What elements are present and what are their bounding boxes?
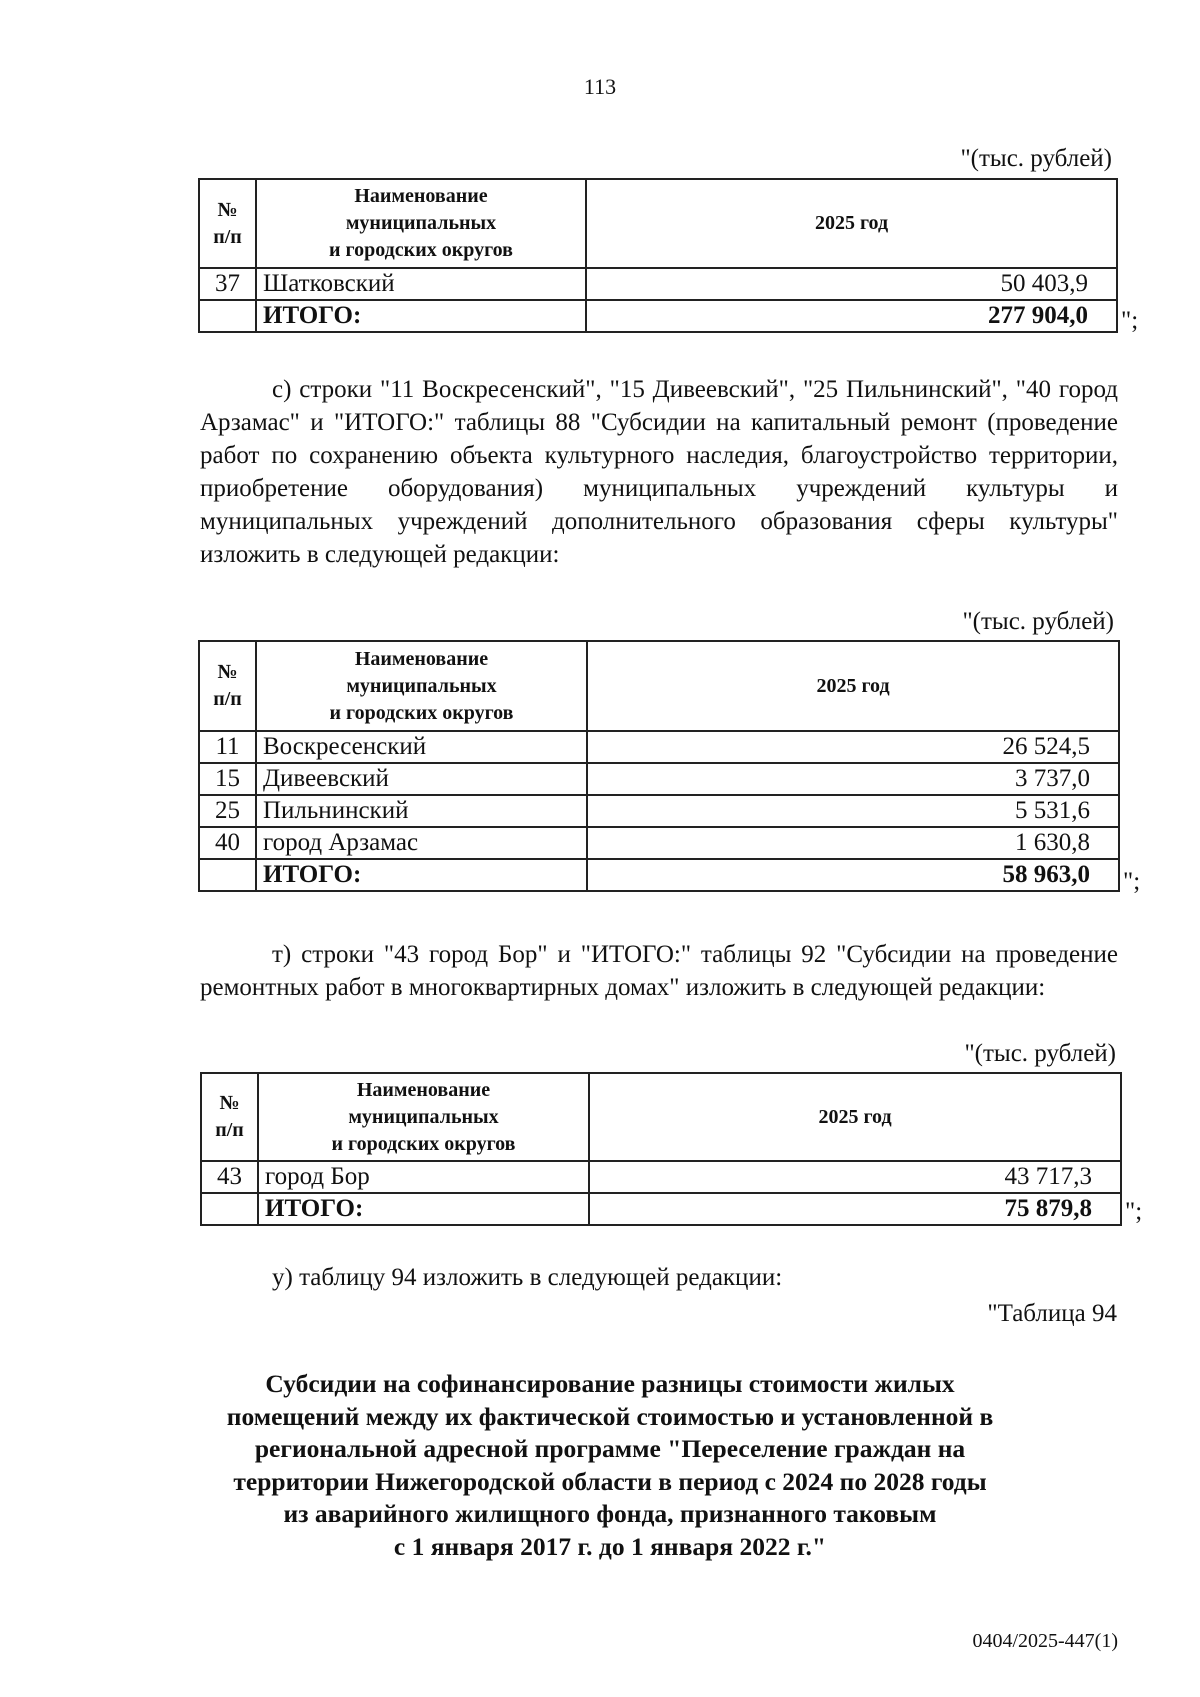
closing-mark-1: ";	[1121, 307, 1139, 334]
page-number: 113	[583, 74, 617, 99]
total-row	[201, 1193, 1121, 1225]
table-2	[198, 640, 1120, 892]
table-row	[199, 763, 1119, 795]
total-row	[199, 859, 1119, 891]
heading-line: помещений между их фактической стоимостью и установленной в	[226, 1401, 994, 1431]
table-row	[201, 1161, 1121, 1193]
row-name: Пильнинский	[256, 795, 587, 827]
closing-mark-2: ";	[1123, 868, 1141, 895]
paragraph-t: т) строки "43 город Бор" и "ИТОГО:" таблицы 92 "Субсидии на проведение ремонтных работ в многоквартирных домах" изложить в следующей редакции:	[200, 941, 1118, 1001]
unit-label-2: "(тыс. рублей)	[962, 608, 1114, 635]
row-value: 50 403,9	[586, 268, 1117, 300]
row-num: 43	[201, 1161, 258, 1193]
table-3	[200, 1072, 1122, 1226]
row-num: 15	[199, 763, 256, 795]
table-reference: "Таблица 94	[987, 1300, 1117, 1327]
table-row	[199, 827, 1119, 859]
total-label: ИТОГО:	[258, 1193, 589, 1225]
row-num: 11	[199, 731, 256, 763]
total-label: ИТОГО:	[256, 300, 586, 332]
document-number: 0404/2025-447(1)	[972, 1630, 1118, 1652]
table-heading	[170, 1368, 1050, 1563]
header-name: Наименование муниципальных и городских округов	[256, 179, 586, 268]
row-name: город Бор	[258, 1161, 589, 1193]
header-num: № п/п	[199, 179, 256, 268]
row-value: 5 531,6	[587, 795, 1119, 827]
table-header-row	[199, 179, 1117, 268]
unit-label-3: "(тыс. рублей)	[964, 1040, 1116, 1067]
total-num-empty	[201, 1193, 258, 1225]
total-num-empty	[199, 859, 256, 891]
row-num: 25	[199, 795, 256, 827]
closing-mark-3: ";	[1125, 1198, 1143, 1225]
total-value: 75 879,8	[589, 1193, 1121, 1225]
header-num: № п/п	[199, 641, 256, 731]
unit-label-1: "(тыс. рублей)	[960, 145, 1112, 172]
row-name: город Арзамас	[256, 827, 587, 859]
total-num-empty	[199, 300, 256, 332]
table-header-row	[199, 641, 1119, 731]
total-row	[199, 300, 1117, 332]
row-value: 3 737,0	[587, 763, 1119, 795]
paragraph-u: у) таблицу 94 изложить в следующей редакции:	[272, 1264, 783, 1291]
total-value: 58 963,0	[587, 859, 1119, 891]
table-header-row	[201, 1073, 1121, 1161]
header-year: 2025 год	[587, 641, 1119, 731]
table-1	[198, 178, 1118, 333]
row-num: 40	[199, 827, 256, 859]
table-row	[199, 268, 1117, 300]
header-year: 2025 год	[586, 179, 1117, 268]
paragraph-c: с) строки "11 Воскресенский", "15 Дивеевский", "25 Пильнинский", "40 город Арзамас" и "ИТОГО:" таблицы 88 "Субсидии на капитальный ремонт (проведение работ по сохранению объекта культурного наследия, благоустройство территории, приобретение оборудования) муниципальных учреждений культуры и муниципальных учреждений дополнительного образования сферы культуры" изложить в следующей редакции:	[200, 376, 1118, 568]
table-row	[199, 731, 1119, 763]
header-name: Наименование муниципальных и городских округов	[258, 1073, 589, 1161]
row-value: 26 524,5	[587, 731, 1119, 763]
header-num: № п/п	[201, 1073, 258, 1161]
row-value: 1 630,8	[587, 827, 1119, 859]
table-row	[199, 795, 1119, 827]
header-name: Наименование муниципальных и городских округов	[256, 641, 587, 731]
row-name: Воскресенский	[256, 731, 587, 763]
heading-line: региональной адресной программе "Переселение граждан на	[254, 1434, 966, 1463]
total-value: 277 904,0	[586, 300, 1117, 332]
heading-line: Субсидии на софинансирование разницы стоимости жилых	[265, 1369, 955, 1398]
heading-line: из аварийного жилищного фонда, признанного таковым	[283, 1499, 937, 1528]
row-name: Шатковский	[256, 268, 586, 300]
heading-line: территории Нижегородской области в период с 2024 по 2028 годы	[233, 1466, 987, 1496]
header-year: 2025 год	[589, 1073, 1121, 1161]
heading-line: с 1 января 2017 г. до 1 января 2022 г."	[393, 1531, 827, 1561]
total-label: ИТОГО:	[256, 859, 587, 891]
row-name: Дивеевский	[256, 763, 587, 795]
row-num: 37	[199, 268, 256, 300]
row-value: 43 717,3	[589, 1161, 1121, 1193]
